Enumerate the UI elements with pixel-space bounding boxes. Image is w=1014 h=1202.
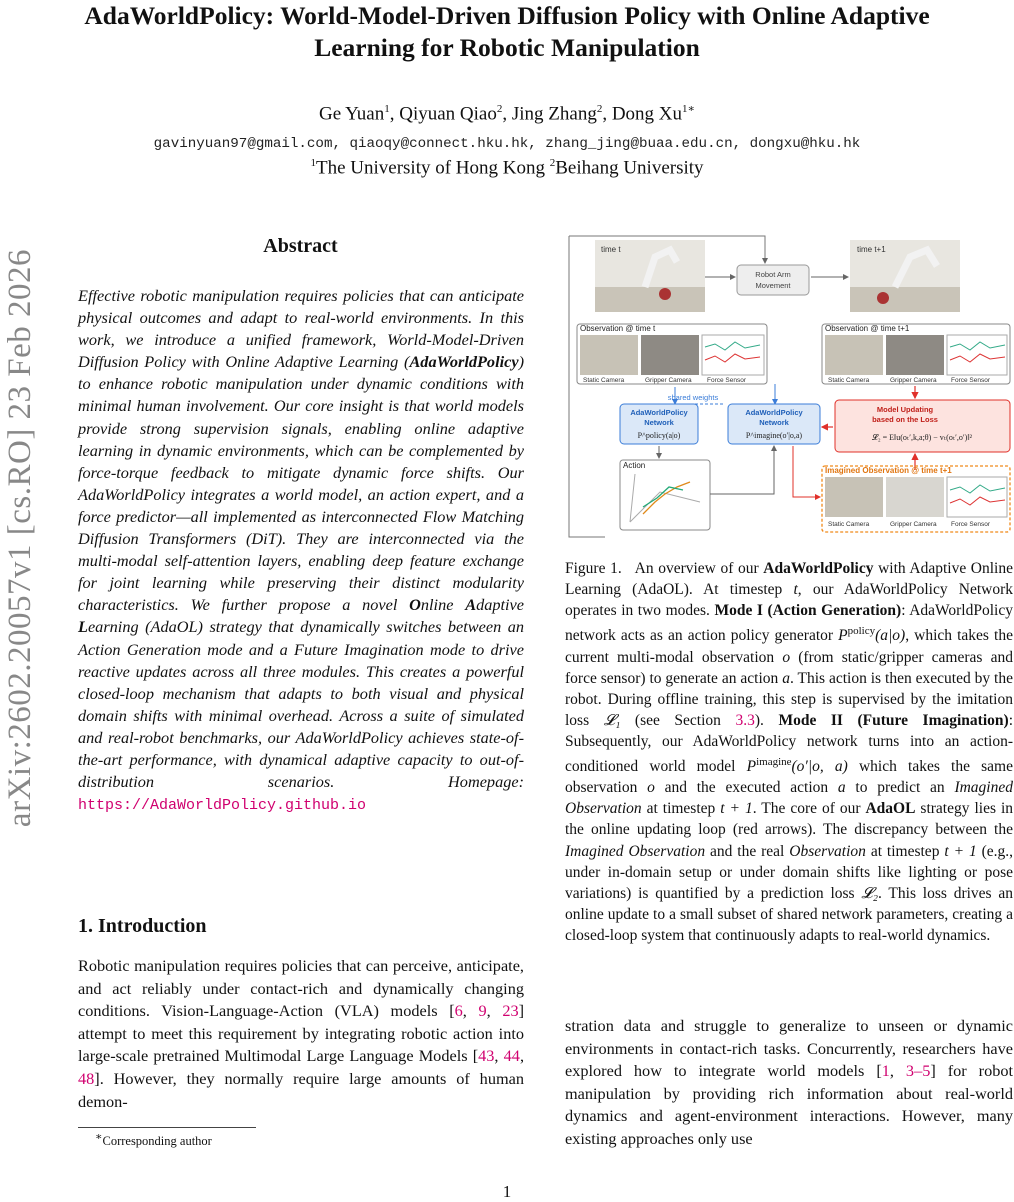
loss-formula: 𝓛₂ = E‖u(oₜ′,k,a;θ) − vₜ(oₜ′,o′)‖² <box>872 433 972 442</box>
section-heading-introduction: 1. Introduction <box>78 915 207 937</box>
update-label-1: Model Updating <box>876 405 934 414</box>
figure-caption: Figure 1. An overview of our AdaWorldPolicy with Adaptive Online Learning (AdaOL). At timestep t, our AdaWorldPolicy Network operates in two modes. Mode I (Action Generation): AdaWorldPolicy network acts as an action policy generator $P^{policy}(a|o)$, which takes the current multi-modal observation o (from static/gripper cameras and force sensor) to generate an action a. This action is then executed by the robot. During offline training, this step is supervised by the imitation loss 𝓛₁ (see Section 3.3). Mode II (Future Imagination): Subsequently, our AdaWorldPolicy network turns into an action-conditioned world model $P^{imagine}(o'|o$, a) which takes the same observation o and the executed action a to predict an Imagined Observation at timestep t + 1. The core of our AdaOL strategy lies in the online updating loop (red arrows). The discrepancy between the Imagined Observation and the real Observation at timestep t + 1 (e.g., under in-domain setup or under domain shifts like lighting or pose variations) is quantified by a prediction loss 𝓛₂. This loss drives an online update to a small subset of shared network parameters, creating a closed-loop system that continuously adapts to real-world dynamics. <box>565 560 1014 944</box>
robot-move-label-2: Movement <box>755 281 791 290</box>
affil-name: Beihang University <box>555 157 704 179</box>
citation-link[interactable]: 48 <box>78 1068 95 1088</box>
network-name-2: Network <box>759 418 789 427</box>
imagine-formula: P^imagine(o′|o,a) <box>745 431 803 440</box>
time-t1-label: time t+1 <box>857 245 886 254</box>
author-list: Ge Yuan$^1$, Qiyuan Qiao$^2$, Jing Zhang$^2$, Dong $Xu^{1∗}$ <box>318 103 696 125</box>
author-emails: gavinyuan97@gmail.com, qiaoqy@connect.hku.hk, zhang_jing@buaa.edu.cn, dongxu@hku.hk <box>153 136 861 152</box>
affil-mark: 1 <box>310 157 316 169</box>
author-mark: 1∗ <box>682 103 696 115</box>
static-camera-label: Static Camera <box>828 377 870 384</box>
static-camera-label: Static Camera <box>583 377 625 384</box>
gripper-camera-image <box>641 335 699 375</box>
author-name: Qiyuan Qiao <box>399 103 497 125</box>
citation-link[interactable]: 23 <box>502 1001 519 1021</box>
affiliations <box>0 157 1014 179</box>
brand-name: AdaWorldPolicy <box>409 352 519 372</box>
robot-move-label-1: Robot Arm <box>755 270 791 279</box>
force-sensor-label: Force Sensor <box>951 521 991 528</box>
citation-link[interactable]: 3–5 <box>905 1061 931 1081</box>
gripper-camera-label: Gripper Camera <box>645 377 692 384</box>
footnote-rule <box>78 1127 256 1128</box>
author-name: Ge Yuan <box>318 103 385 125</box>
obs-t-label: Observation @ time t <box>580 324 656 333</box>
time-t-label: time t <box>601 245 621 254</box>
section-link[interactable]: 3.3 <box>735 711 755 729</box>
static-camera-image <box>580 335 638 375</box>
force-sensor-label: Force Sensor <box>951 377 991 384</box>
right-column-body: stration data and struggle to generalize to unseen or dynamic environments in contact-rich tasks. Concurrently, researchers have explored how to integrate world models [1, 3–5] for robot manipulation by providing rich information about real-world dynamics and agent-environment interactions. However, many existing approaches only use <box>565 1016 1014 1148</box>
shared-weights-label: shared weights <box>667 393 719 402</box>
affil-mark: 2 <box>549 157 556 169</box>
citation-link[interactable]: 44 <box>503 1046 520 1066</box>
imagined-obs-label: Imagined Observation @ time t+1 <box>825 466 952 475</box>
network-name-2: Network <box>644 418 674 427</box>
action-label: Action <box>623 461 646 470</box>
force-sensor-label: Force Sensor <box>707 377 747 384</box>
author-mark: 2 <box>496 103 503 115</box>
introduction-body: Robotic manipulation requires policies that can perceive, anticipate, and act reliably under contact-rich and dynamically changing conditions. Vision-Language-Action (VLA) models [6, 9, 23] attempt to meet this requirement by integrating robotic action into large-scale pretrained Multimodal Large Language Models [43, 44, 48]. However, they normally require large amounts of human demon- <box>78 956 525 1111</box>
static-camera-label: Static Camera <box>828 521 870 528</box>
abstract-body: Effective robotic manipulation requires policies that can anticipate physical outcomes and adapt to real-world environments. In this work, we introduce a unified framework, World-Model-Driven Diffusion Policy with Online Adaptive Learning (AdaWorldPolicy) to enhance robotic manipulation under dynamic conditions with minimal human involvement. Our core insight is that world models provide strong supervision signals, enabling online adaptive learning in dynamic environments, which can be complemented by force-torque feedback to mitigate dynamic force shifts. Our AdaWorldPolicy integrates a world model, an action expert, and a force predictor—all implemented as interconnected Flow Matching Diffusion Transformers (DiT). They are interconnected via the multi-modal self-attention layers, enabling deep feature exchange for joint learning while preserving their distinct modularity characteristics. We further propose a novel Online Adaptive Learning (AdaOL) strategy that dynamically switches between an Action Generation mode and a Future Imagination mode to drive reactive updates across all three modules. This creates a powerful closed-loop mechanism that adapts to both visual and physical domain shifts with minimal overhead. Across a suite of simulated and real-robot benchmarks, our AdaWorldPolicy achieves state-of-the-art performance, with dynamical adaptive capacity to out-of-distribution scenarios. Homepage: https://AdaWorldPolicy.github.io <box>78 286 524 815</box>
citation-link[interactable]: 9 <box>478 1001 487 1021</box>
affil-name: The University of Hong Kong <box>315 157 545 179</box>
obs-t1-label: Observation @ time t+1 <box>825 324 910 333</box>
footnote: ∗Corresponding author <box>95 1131 212 1149</box>
author-name: Jing Zhang <box>511 103 597 125</box>
citation-link[interactable]: 1 <box>881 1061 890 1081</box>
citation-link[interactable]: 43 <box>478 1046 495 1066</box>
author-mark: 2 <box>596 103 603 115</box>
abstract-heading: Abstract <box>263 235 338 257</box>
gripper-camera-label: Gripper Camera <box>890 377 937 384</box>
update-label-2: based on the Loss <box>872 415 938 424</box>
paper-title: AdaWorldPolicy: World-Model-Driven Diffusion Policy with Online Adaptive Learning for Robotic Manipulation <box>84 1 930 62</box>
author-mark: 1 <box>384 103 390 115</box>
arxiv-stamp: arXiv:2602.20057v1 [cs.RO] 23 Feb 2026 <box>2 248 38 828</box>
policy-formula: P^policy(a|o) <box>637 431 681 440</box>
network-name-1: AdaWorldPolicy <box>630 408 688 417</box>
gripper-camera-label: Gripper Camera <box>890 521 937 528</box>
author-name: Dong Xu <box>611 103 683 125</box>
action-box <box>620 460 710 530</box>
figure-overview <box>565 232 1013 544</box>
homepage-link[interactable]: https://AdaWorldPolicy.github.io <box>78 797 367 815</box>
citation-link[interactable]: 6 <box>454 1001 463 1021</box>
page-number: 1 <box>502 1182 512 1201</box>
network-name-1: AdaWorldPolicy <box>745 408 803 417</box>
